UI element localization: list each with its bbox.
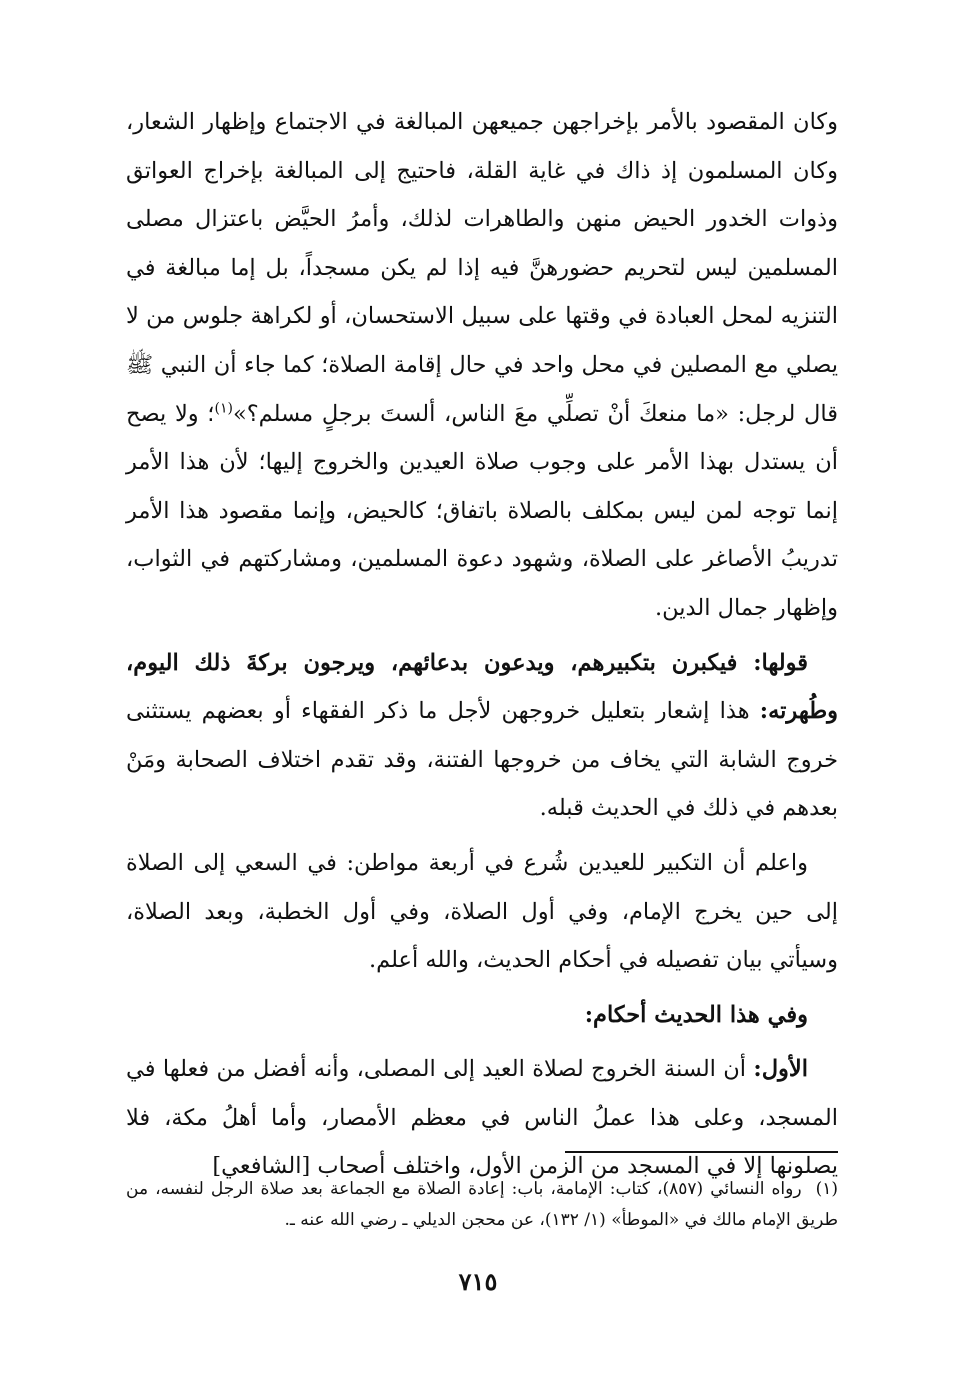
page-number: ٧١٥ <box>458 1267 498 1296</box>
section-heading: وفي هذا الحديث أحكام: <box>584 1001 808 1028</box>
footnote-reference[interactable]: (١) <box>214 400 233 417</box>
footnote-separator <box>565 1151 838 1153</box>
paragraph <box>126 98 838 633</box>
footnotes <box>126 1174 838 1236</box>
paragraph-text: أن السنة الخروج لصلاة العيد إلى المصلى، وأنه أفضل من فعلها في المسجد، وعلى هذا عملُ الناس في معظم الأمصار، وأما أهلُ مكة، فلا يصلونها إلا في المسجد من الزمن الأول، واختلف أصحاب [الشافعي] <box>126 1056 838 1180</box>
footnote-number: (١) <box>815 1179 838 1199</box>
quoted-lead: قولها: فيكبرن بتكبيرهم، ويدعون بدعائهم، ويرجون بركةَ ذلك اليوم، وطُهرته: <box>126 649 838 725</box>
footnote-text: رواه النسائي (٨٥٧)، كتاب: الإمامة، باب: إعادة الصلاة مع الجماعة بعد صلاة الرجل لنفسه، من طريق الإمام مالك في «الموطأ» (١/ ١٣٢)، عن محجن الديلي ـ رضي الله عنه ـ. <box>126 1179 838 1230</box>
ruling-label: الأول: <box>753 1056 808 1083</box>
paragraph <box>126 1045 838 1191</box>
paragraph-text: واعلم أن التكبير للعيدين شُرع في أربعة مواطن: في السعي إلى الصلاة إلى حين يخرج الإمام، وفي أول الصلاة، وفي أول الخطبة، وبعد الصلاة، وسيأتي بيان تفصيله في أحكام الحديث، والله أعلم. <box>126 849 838 974</box>
paragraph <box>126 839 838 985</box>
paragraph-text: ؛ ولا يصح أن يستدل بهذا الأمر على وجوب صلاة العيدين والخروج إليها؛ لأن هذا الأمر إنما توجه لمن ليس بمكلف بالصلاة باتفاق؛ كالحيض، وإنما مقصود هذا الأمر تدريبُ الأصاغر على الصلاة، وشهود دعوة المسلمين، ومشاركتهم في الثواب، وإظهار جمال الدين. <box>126 400 838 621</box>
main-text <box>126 98 838 1191</box>
paragraph <box>126 639 838 833</box>
footnote <box>126 1174 838 1236</box>
paragraph-text: هذا إشعار بتعليل خروجهن لأجل ما ذكر الفقهاء أو بعضهم يستثنى خروج الشابة التي يخاف من خروجها الفتنة، وقد تقدم اختلاف الصحابة ومَنْ بعدهم في ذلك في الحديث قبله. <box>126 698 838 822</box>
paragraph-text: وكان المقصود بالأمر بإخراجهن جميعهن المبالغة في الاجتماع وإظهار الشعار، وكان المسلمون إذ ذاك في غاية القلة، فاحتيج إلى المبالغة بإخراج العواتق وذوات الخدور الحيض منهن والطاهرات لذلك، وأمرُ الحيَّض باعتزال مصلى المسلمين ليس لتحريم حضورهنَّ فيه إذا لم يكن مسجداً، بل إما مبالغة في التنزيه لمحل العبادة في وقتها على سبيل الاستحسان، أو لكراهة جلوس من لا يصلي مع المصلين في محل واحد في حال إقامة الصلاة؛ كما جاء أن النبي ﷺ قال لرجل: «ما منعكَ أنْ تصلِّي معَ الناس، ألستَ برجلٍ مسلم؟» <box>126 109 838 427</box>
